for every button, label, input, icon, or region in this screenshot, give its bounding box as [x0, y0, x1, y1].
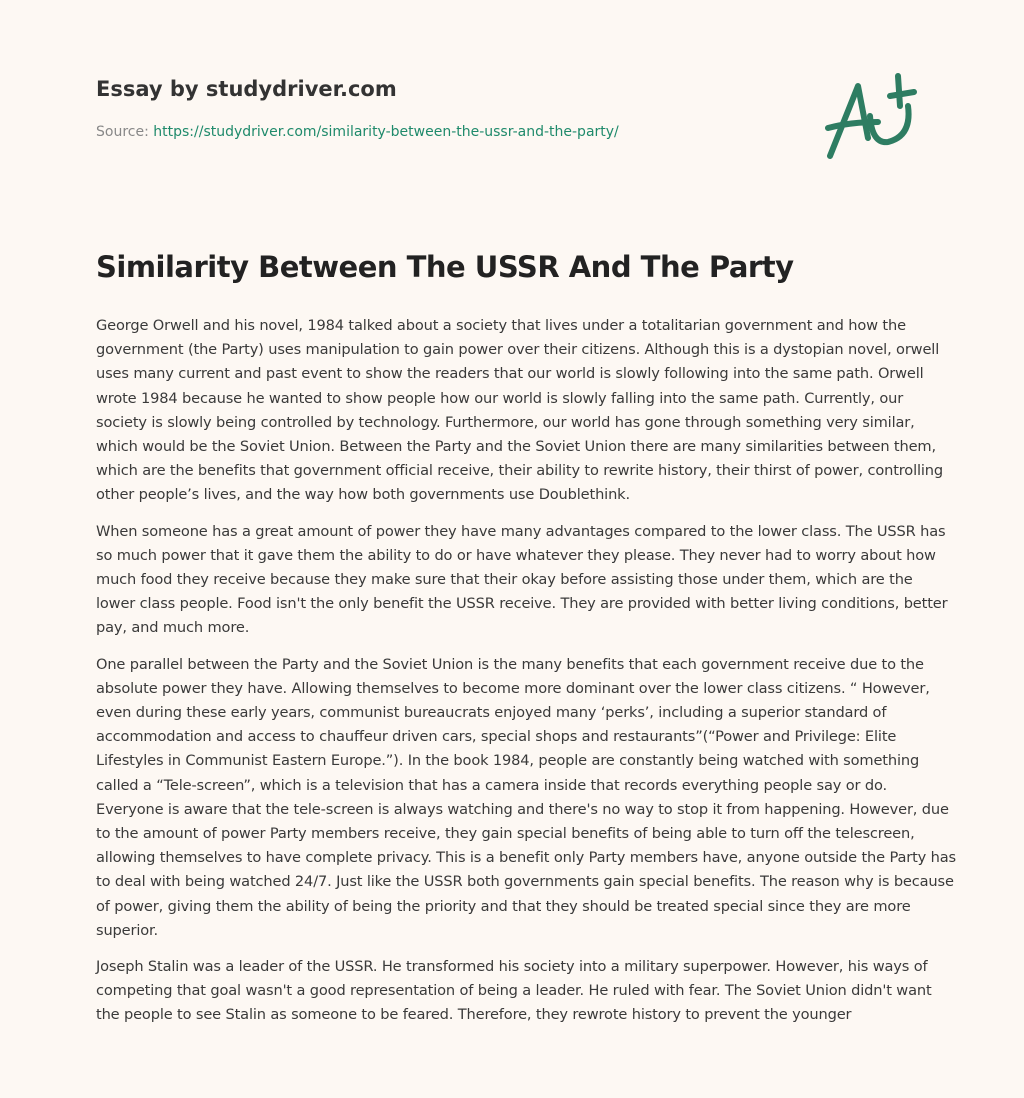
source-link[interactable]: https://studydriver.com/similarity-between-the-ussr-and-the-party/ [153, 124, 619, 140]
essay-title: Similarity Between The USSR And The Party [96, 250, 794, 284]
a-plus-logo-icon [820, 66, 930, 166]
essay-body [96, 314, 956, 1040]
essay-paragraph: One parallel between the Party and the Soviet Union is the many benefits that each government receive due to the absolute power they have. Allowing themselves to become more dominant over the lower class citizens. “ However, even during these early years, communist bureaucrats enjoyed many ‘perks’, including a superior standard of accommodation and access to chauffeur driven cars, special shops and restaurants”(“Power and Privilege: Elite Lifestyles in Communist Eastern Europe.”). In the book 1984, people are constantly being watched with something called a “Tele-screen”, which is a television that has a camera inside that records everything people say or do. Everyone is aware that the tele-screen is always watching and there's no way to stop it from happening. However, due to the amount of power Party members receive, they gain special benefits of being able to turn off the telescreen, allowing themselves to have complete privacy. This is a benefit only Party members have, anyone outside the Party has to deal with being watched 24/7. Just like the USSR both governments gain special benefits. The reason why is because of power, giving them the ability of being the priority and that they should be treated special since they are more superior. [96, 655, 956, 939]
source-label: Source: [96, 124, 149, 140]
essay-paragraph: Joseph Stalin was a leader of the USSR. He transformed his society into a military superpower. However, his ways of competing that goal wasn't a good representation of being a leader. He ruled with fear. The Soviet Union didn't want the people to see Stalin as someone to be feared. Therefore, they rewrote history to prevent the younger [96, 958, 932, 1024]
brand-title: Essay by studydriver.com [96, 77, 397, 101]
essay-paragraph: When someone has a great amount of power they have many advantages compared to the lower class. The USSR has so much power that it gave them the ability to do or have whatever they please. They never had to worry about how much food they receive because they make sure that their okay before assisting those under them, which are the lower class people. Food isn't the only benefit the USSR receive. They are provided with better living conditions, better pay, and much more. [96, 522, 948, 637]
source-line [96, 124, 619, 140]
essay-paragraph: George Orwell and his novel, 1984 talked about a society that lives under a totalitarian government and how the government (the Party) uses manipulation to gain power over their citizens. Although this is a dystopian novel, orwell uses many current and past event to show the readers that our world is slowly following into the same path. Orwell wrote 1984 because he wanted to show people how our world is slowly falling into the same path. Currently, our society is slowly being controlled by technology. Furthermore, our world has gone through something very similar, which would be the Soviet Union. Between the Party and the Soviet Union there are many similarities between them, which are the benefits that government official receive, their ability to rewrite history, their thirst of power, controlling other people’s lives, and the way how both governments use Doublethink. [96, 317, 944, 504]
